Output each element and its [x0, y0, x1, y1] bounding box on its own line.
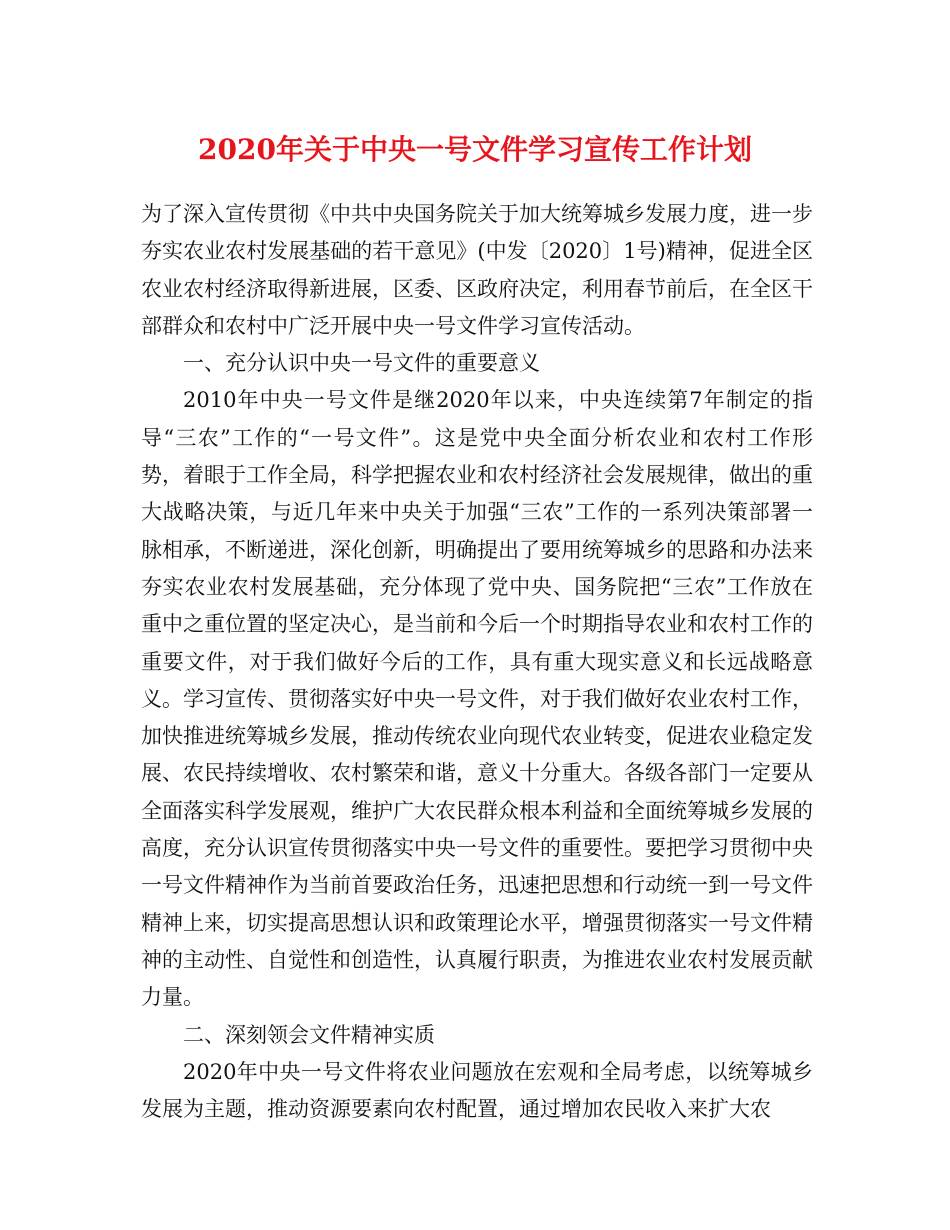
section-2-paragraph: 2020年中央一号文件将农业问题放在宏观和全局考虑，以统筹城乡发展为主题，推动资源要素向农村配置，通过增加农民收入来扩大农 [141, 1059, 813, 1122]
document-body [141, 196, 813, 1128]
section-heading-1: 一、充分认识中央一号文件的重要意义 [183, 351, 540, 376]
intro-paragraph: 为了深入宣传贯彻《中共中央国务院关于加大统筹城乡发展力度，进一步夯实农业农村发展基础的若干意见》(中发〔2020〕1号)精神，促进全区农业农村经济取得新进展，区委、区政府决定，利用春节前后，在全区干部群众和农村中广泛开展中央一号文件学习宣传活动。 [141, 202, 813, 338]
section-1-paragraph: 2010年中央一号文件是继2020年以来，中央连续第7年制定的指导“三农”工作的“一号文件”。这是党中央全面分析农业和农村工作形势，着眼于工作全局，科学把握农业和农村经济社会发展规律，做出的重大战略决策，与近几年来中央关于加强“三农”工作的一系列决策部署一脉相承，不断递进，深化创新，明确提出了要用统筹城乡的思路和办法来夯实农业农村发展基础，充分体现了党中央、国务院把“三农”工作放在重中之重位置的坚定决心，是当前和今后一个时期指导农业和农村工作的重要文件，对于我们做好今后的工作，具有重大现实意义和长远战略意义。学习宣传、贯彻落实好中央一号文件，对于我们做好农业农村工作，加快推进统筹城乡发展，推动传统农业向现代农业转变，促进农业稳定发展、农民持续增收、农村繁荣和谐，意义十分重大。各级各部门一定要从全面落实科学发展观，维护广大农民群众根本利益和全面统筹城乡发展的高度，充分认识宣传贯彻落实中央一号文件的重要性。要把学习贯彻中央一号文件精神作为当前首要政治任务，迅速把思想和行动统一到一号文件精神上来，切实提高思想认识和政策理论水平，增强贯彻落实一号文件精神的主动性、自觉性和创造性，认真履行职责，为推进农业农村发展贡献力量。 [141, 388, 813, 1010]
section-heading-2: 二、深刻领会文件精神实质 [183, 1022, 435, 1047]
document-title: 2020年关于中央一号文件学习宣传工作计划 [198, 133, 752, 166]
